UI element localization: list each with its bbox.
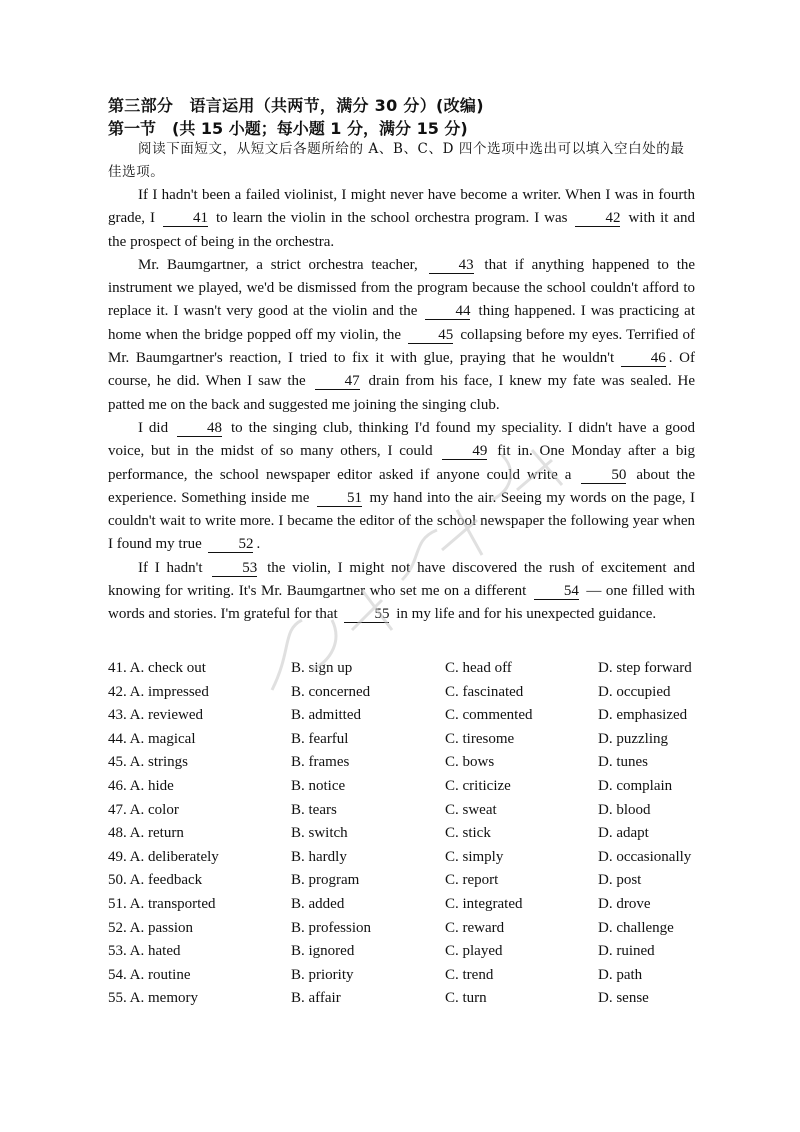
blank-48: 48	[177, 420, 222, 437]
option-b: B. added	[291, 895, 345, 912]
option-b: B. profession	[291, 919, 371, 936]
option-row	[108, 707, 708, 731]
option-d: D. occasionally	[598, 848, 692, 865]
option-b: B. priority	[291, 966, 354, 983]
option-d: D. step forward	[598, 660, 692, 676]
option-b: B. notice	[291, 777, 346, 794]
passage	[108, 184, 695, 627]
blank-50: 50	[581, 467, 626, 484]
option-a: 48. A. return	[108, 825, 184, 842]
answer-options	[108, 660, 708, 1014]
option-b: B. admitted	[291, 707, 361, 724]
option-c: C. bows	[445, 754, 495, 771]
option-row	[108, 660, 708, 684]
option-b: B. frames	[291, 754, 350, 771]
option-d: D. emphasized	[598, 707, 688, 724]
option-a: 45. A. strings	[108, 754, 189, 771]
option-a: 51. A. transported	[108, 895, 216, 912]
option-row	[108, 684, 708, 708]
option-d: D. ruined	[598, 943, 655, 960]
option-row	[108, 802, 708, 826]
option-b: B. affair	[291, 990, 341, 1007]
option-c: C. criticize	[445, 777, 511, 794]
blank-54: 54	[534, 583, 579, 600]
passage-text: with it and the prospect of being in the orchestra.	[108, 210, 696, 250]
passage-text: If I hadn't been a failed violinist, I might never have become a writer. When I was in fourth grade, I	[108, 187, 695, 227]
option-b: B. switch	[291, 825, 348, 842]
passage-text: I did	[138, 419, 169, 436]
blank-51: 51	[317, 490, 362, 507]
passage-text: fit in. One Monday after a big performance, the school newspaper editor asked if anyone could write a	[108, 443, 695, 483]
paragraph-2	[108, 254, 695, 417]
option-d: D. sense	[598, 990, 649, 1007]
blank-53: 53	[212, 560, 257, 577]
option-row	[108, 731, 708, 755]
option-c: C. integrated	[445, 895, 523, 912]
option-a: 54. A. routine	[108, 966, 191, 983]
blank-47: 47	[315, 373, 360, 390]
option-c: C. sweat	[445, 801, 497, 818]
part-title: 第三部分 语言运用（共两节，满分 30 分）(改编)	[108, 96, 484, 115]
option-row	[108, 967, 708, 991]
instructions: 阅读下面短文，从短文后各题所给的 A、B、C、D 四个选项中选出可以填入空白处的最佳选项。	[108, 141, 685, 180]
blank-46: 46	[621, 350, 666, 367]
option-b: B. ignored	[291, 943, 355, 960]
option-row	[108, 872, 708, 896]
passage-text: thing happened. I was practicing at home when the bridge popped off my violin, the	[108, 303, 695, 343]
option-c: C. head off	[445, 660, 512, 676]
passage-text: collapsing before my eyes. Terrified of Mr. Baumgartner's reaction, I tried to fix it with glue, praying that he wouldn't	[108, 326, 696, 367]
option-c: C. turn	[445, 990, 487, 1007]
option-a: 52. A. passion	[108, 919, 194, 936]
option-d: D. tunes	[598, 754, 648, 771]
option-row	[108, 920, 708, 944]
option-row	[108, 943, 708, 967]
passage-text: Mr. Baumgartner, a strict orchestra teacher,	[138, 256, 418, 273]
passage-text: . Of course, he did. When I saw the	[108, 350, 696, 390]
option-row	[108, 849, 708, 873]
passage-text: my hand into the air. Seeing my words on the page, I couldn't wait to write more. I became the editor of the school newspaper the following year when I found my true	[108, 489, 696, 553]
option-c: C. commented	[445, 707, 533, 724]
option-d: D. puzzling	[598, 730, 668, 747]
option-row	[108, 754, 708, 778]
option-d: D. challenge	[598, 919, 674, 936]
option-b: B. fearful	[291, 730, 349, 747]
paragraph-1	[108, 184, 695, 254]
option-c: C. stick	[445, 825, 491, 842]
option-a: 47. A. color	[108, 801, 179, 818]
blank-52: 52	[208, 536, 253, 553]
option-c: C. trend	[445, 966, 494, 983]
option-d: D. adapt	[598, 825, 649, 842]
option-b: B. sign up	[291, 660, 353, 676]
option-a: 44. A. magical	[108, 730, 196, 747]
passage-text: If I hadn't	[138, 559, 203, 576]
option-c: C. reward	[445, 919, 505, 936]
option-row	[108, 990, 708, 1014]
passage-text: .	[256, 536, 261, 553]
option-a: 43. A. reviewed	[108, 707, 203, 724]
option-b: B. hardly	[291, 848, 347, 865]
option-c: C. simply	[445, 848, 504, 865]
option-a: 46. A. hide	[108, 777, 174, 794]
option-d: D. blood	[598, 801, 651, 818]
option-b: B. tears	[291, 801, 337, 818]
passage-text: to the singing club, thinking I'd found my speciality. I didn't have a good voice, but in the midst of so many others, I could	[108, 419, 695, 460]
blank-43: 43	[429, 257, 474, 274]
passage-text: that if anything happened to the instrument we played, we'd be dismissed from the program because the school couldn't afford to replace it. I wasn't very good at the violin and the	[108, 256, 696, 320]
option-a: 55. A. memory	[108, 990, 198, 1007]
paragraph-3	[108, 417, 695, 557]
passage-text: the violin, I might not have discovered the rush of excitement and knowing for writing. It's Mr. Baumgartner who set me on a different	[108, 559, 696, 600]
passage-text: — one filled with words and stories. I'm grateful for that	[108, 583, 696, 623]
option-a: 41. A. check out	[108, 660, 206, 676]
option-d: D. drove	[598, 895, 651, 912]
passage-text: about the experience. Something inside me	[108, 466, 695, 506]
passage-text: drain from his face, I knew my fate was sealed. He patted me on the back and suggested me joining the singing club.	[108, 373, 696, 413]
blank-44: 44	[425, 303, 470, 320]
blank-45: 45	[408, 327, 453, 344]
option-a: 42. A. impressed	[108, 683, 209, 700]
option-c: C. played	[445, 943, 503, 960]
option-d: D. path	[598, 966, 643, 983]
option-b: B. program	[291, 872, 360, 889]
blank-41: 41	[163, 210, 208, 227]
option-d: D. occupied	[598, 683, 671, 700]
option-a: 53. A. hated	[108, 943, 181, 960]
option-c: C. report	[445, 872, 499, 889]
paragraph-4	[108, 557, 695, 627]
option-c: C. fascinated	[445, 683, 524, 700]
option-a: 49. A. deliberately	[108, 848, 219, 865]
passage-text: to learn the violin in the school orchestra program. I was	[215, 210, 568, 227]
blank-42: 42	[575, 210, 620, 227]
option-b: B. concerned	[291, 683, 371, 700]
option-c: C. tiresome	[445, 730, 515, 747]
option-row	[108, 896, 708, 920]
option-row	[108, 778, 708, 802]
option-d: D. post	[598, 872, 642, 889]
blank-49: 49	[442, 443, 487, 460]
blank-55: 55	[344, 606, 389, 623]
passage-text: in my life and for his unexpected guidance.	[396, 606, 657, 623]
section-title: 第一节 (共 15 小题；每小题 1 分，满分 15 分)	[108, 119, 468, 138]
option-d: D. complain	[598, 777, 673, 794]
option-row	[108, 825, 708, 849]
option-a: 50. A. feedback	[108, 872, 203, 889]
